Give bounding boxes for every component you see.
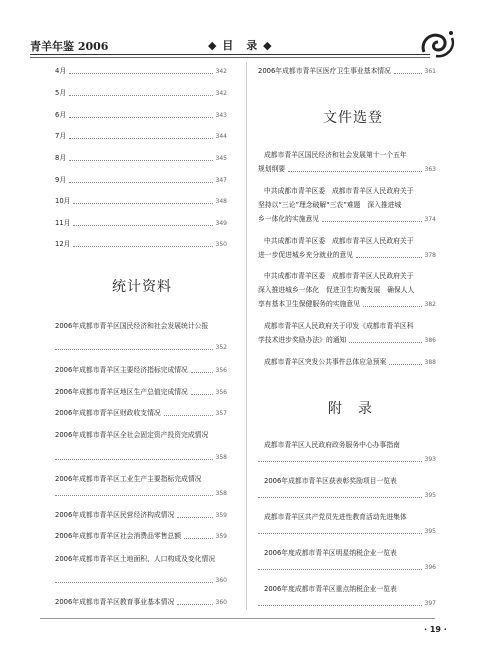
leader-dots bbox=[73, 246, 212, 247]
page-number: 342 bbox=[215, 90, 227, 97]
page-number: 358 bbox=[215, 454, 227, 461]
page-number: 357 bbox=[215, 410, 227, 417]
page-number: 359 bbox=[215, 512, 227, 519]
entry-title: 2006年成都市青羊区主要经济指标完成情况 bbox=[55, 366, 188, 374]
leader-dots bbox=[258, 461, 422, 462]
page-number: 348 bbox=[215, 198, 227, 205]
page-number: 388 bbox=[424, 359, 436, 366]
entry-title: 2006年成都市青羊区工业生产主要指标完成情况 bbox=[55, 475, 202, 483]
page-number: 349 bbox=[215, 220, 227, 227]
leader-dots bbox=[177, 604, 212, 605]
page-number: 378 bbox=[424, 252, 436, 259]
entry-title: 成都市青羊区国民经济和社会发展第十一个五年 bbox=[264, 151, 407, 159]
entry-title-cont: 学技术进步奖励办法》的通知 bbox=[258, 336, 347, 344]
page-number: 356 bbox=[215, 389, 227, 396]
toc-entry-doc-plan[interactable] bbox=[258, 165, 436, 174]
leader-dots bbox=[389, 364, 421, 365]
entry-title: 11月 bbox=[55, 219, 71, 227]
leader-dots bbox=[69, 160, 212, 161]
header-rule-thin bbox=[30, 57, 430, 58]
header-rule bbox=[30, 54, 430, 55]
toc-entry-april[interactable] bbox=[55, 67, 227, 76]
entry-title-cont: 享有基本卫生保健服务的实施意见 bbox=[258, 300, 360, 308]
section-title: ◆ 目 录 ◆ bbox=[208, 39, 273, 52]
entry-title: 2006年成都市青羊区获表彰奖励项目一览表 bbox=[264, 477, 397, 485]
toc-entry-doc-science[interactable] bbox=[258, 336, 436, 345]
page-number-footer: · 19 · bbox=[424, 625, 447, 634]
toc-entry-app-key-tax[interactable] bbox=[258, 599, 436, 608]
page-number: 374 bbox=[424, 216, 436, 223]
page-number: 350 bbox=[215, 241, 227, 248]
entry-title: 9月 bbox=[55, 176, 67, 184]
page-number: 363 bbox=[424, 166, 436, 173]
leader-dots bbox=[258, 533, 422, 534]
entry-title: 10月 bbox=[55, 197, 71, 205]
entry-title: 4月 bbox=[55, 67, 67, 75]
toc-entry-app-guide[interactable] bbox=[258, 455, 436, 464]
leader-dots bbox=[73, 203, 212, 204]
page-number: 397 bbox=[424, 600, 436, 607]
entry-title: 12月 bbox=[55, 240, 71, 248]
leader-dots bbox=[55, 459, 213, 460]
toc-entry-doc-rural[interactable] bbox=[258, 215, 436, 224]
toc-entry-app-star-tax[interactable] bbox=[258, 563, 436, 572]
leader-dots bbox=[184, 538, 212, 539]
page-number: 356 bbox=[215, 367, 227, 374]
entry-title: 中共成都市青羊区委 成都市青羊区人民政府关于 bbox=[264, 272, 414, 280]
toc-entry-may[interactable] bbox=[55, 89, 227, 98]
entry-title: 成都市青羊区人民政府关于印发《成都市青羊区科 bbox=[264, 322, 414, 330]
toc-entry-app-awards[interactable] bbox=[258, 491, 436, 500]
entry-title: 2006年成都市青羊区财政收支情况 bbox=[55, 409, 161, 417]
leader-dots bbox=[258, 605, 422, 606]
section-heading-documents: 文件选登 bbox=[323, 110, 383, 126]
footer-rule bbox=[40, 618, 435, 619]
entry-title: 2006年度成都市青羊区明星纳税企业一览表 bbox=[264, 549, 397, 557]
entry-title: 8月 bbox=[55, 154, 67, 162]
toc-entry-september[interactable] bbox=[55, 176, 227, 185]
toc-entry-november[interactable] bbox=[55, 219, 227, 228]
page-number: 345 bbox=[215, 155, 227, 162]
page-number: 393 bbox=[424, 456, 436, 463]
toc-entry-doc-emergency[interactable] bbox=[264, 358, 436, 367]
leader-dots bbox=[191, 372, 213, 373]
entry-title: 2006年度成都市青羊区重点纳税企业一览表 bbox=[264, 585, 397, 593]
leader-dots bbox=[394, 73, 422, 74]
page-number: 395 bbox=[424, 528, 436, 535]
leader-dots bbox=[73, 225, 212, 226]
toc-entry-august[interactable] bbox=[55, 154, 227, 163]
leader-dots bbox=[69, 117, 212, 118]
section-heading-statistics: 统计资料 bbox=[112, 279, 172, 295]
page-number: 343 bbox=[215, 112, 227, 119]
toc-entry-october[interactable] bbox=[55, 197, 227, 206]
entry-title: 2006年成都市青羊区医疗卫生事业基本情况 bbox=[258, 67, 391, 75]
book-title: 青羊年鉴 2006 bbox=[30, 40, 109, 53]
entry-title: 2006年成都市青羊区地区生产总值完成情况 bbox=[55, 388, 188, 396]
entry-title: 2006年成都市青羊区土地面积、人口构成及变化情况 bbox=[55, 555, 216, 563]
leader-dots bbox=[356, 257, 421, 258]
column-divider bbox=[246, 62, 247, 610]
page-number: 347 bbox=[215, 177, 227, 184]
entry-title: 成都市青羊区突发公共事件总体应急预案 bbox=[264, 358, 387, 366]
entry-title: 中共成都市青羊区委 成都市青羊区人民政府关于 bbox=[264, 237, 414, 245]
page-number: 361 bbox=[424, 68, 436, 75]
leader-dots bbox=[258, 569, 422, 570]
page-number: 352 bbox=[215, 344, 227, 351]
leader-dots bbox=[55, 495, 213, 496]
page-number: 359 bbox=[215, 533, 227, 540]
leader-dots bbox=[69, 73, 212, 74]
leader-dots bbox=[69, 138, 212, 139]
toc-entry-stat-bulletin[interactable] bbox=[55, 343, 227, 352]
toc-entry-stat-investment[interactable] bbox=[55, 453, 227, 462]
entry-title-cont: 规划纲要 bbox=[258, 165, 286, 173]
toc-entry-june[interactable] bbox=[55, 111, 227, 120]
toc-entry-stat-private[interactable] bbox=[55, 511, 227, 520]
leader-dots bbox=[349, 342, 421, 343]
leader-dots bbox=[363, 306, 422, 307]
toc-entry-stat-gdp[interactable] bbox=[55, 388, 227, 397]
leader-dots bbox=[177, 517, 212, 518]
entry-title: 6月 bbox=[55, 111, 67, 119]
toc-entry-stat-land[interactable] bbox=[55, 576, 227, 585]
page-number: 358 bbox=[215, 490, 227, 497]
toc-entry-stat-health[interactable] bbox=[258, 67, 436, 76]
entry-title-cont: 坚持以“三论”理念破解“三农”难题 深入推进城 bbox=[258, 201, 402, 209]
entry-title: 5月 bbox=[55, 89, 67, 97]
page-number: 360 bbox=[215, 577, 227, 584]
toc-entry-stat-finance[interactable] bbox=[55, 409, 227, 418]
page-number: 396 bbox=[424, 564, 436, 571]
entry-title: 成都市青羊区人民政府政务服务中心办事指南 bbox=[264, 441, 400, 449]
entry-title-cont: 乡一体化的实施意见 bbox=[258, 215, 320, 223]
page-number: 344 bbox=[215, 133, 227, 140]
leader-dots bbox=[191, 394, 213, 395]
leader-dots bbox=[322, 221, 421, 222]
leader-dots bbox=[164, 415, 213, 416]
leader-dots bbox=[55, 349, 213, 350]
leader-dots bbox=[258, 497, 422, 498]
leader-dots bbox=[55, 582, 213, 583]
page-number: 360 bbox=[215, 599, 227, 606]
entry-title: 7月 bbox=[55, 132, 67, 140]
section-heading-appendix: 附 录 bbox=[328, 401, 373, 417]
toc-entry-july[interactable] bbox=[55, 132, 227, 141]
entry-title: 中共成都市青羊区委 成都市青羊区人民政府关于 bbox=[264, 187, 414, 195]
toc-entry-stat-retail[interactable] bbox=[55, 532, 227, 541]
entry-title: 成都市青羊区共产党员先进性教育活动先进集体 bbox=[264, 513, 407, 521]
page-number: 342 bbox=[215, 68, 227, 75]
page-number: 382 bbox=[424, 301, 436, 308]
entry-title: 2006年成都市青羊区教育事业基本情况 bbox=[55, 598, 175, 606]
leader-dots bbox=[69, 182, 212, 183]
toc-entry-stat-industry[interactable] bbox=[55, 489, 227, 498]
toc-entry-doc-employment[interactable] bbox=[258, 251, 436, 260]
toc-entry-stat-education[interactable] bbox=[55, 598, 227, 607]
toc-entry-app-party[interactable] bbox=[258, 527, 436, 536]
entry-title: 2006年成都市青羊区社会消费品零售总额 bbox=[55, 532, 182, 540]
entry-title: 2006年成都市青羊区民营经济构成情况 bbox=[55, 511, 175, 519]
page-number: 386 bbox=[424, 337, 436, 344]
entry-title: 2006年成都市青羊区国民经济和社会发展统计公报 bbox=[55, 322, 209, 330]
leader-dots bbox=[69, 95, 212, 96]
entry-title: 2006年成都市青羊区全社会固定资产投资完成情况 bbox=[55, 431, 209, 439]
leader-dots bbox=[288, 171, 421, 172]
toc-entry-december[interactable] bbox=[55, 240, 227, 249]
entry-title-cont: 深入推进城乡一体化 促进卫生均衡发展 确保人人 bbox=[258, 286, 415, 294]
toc-entry-doc-health[interactable] bbox=[258, 300, 436, 309]
entry-title-cont: 进一步促进城乡充分就业的意见 bbox=[258, 251, 354, 259]
toc-entry-stat-indicators[interactable] bbox=[55, 366, 227, 375]
page-number: 395 bbox=[424, 492, 436, 499]
